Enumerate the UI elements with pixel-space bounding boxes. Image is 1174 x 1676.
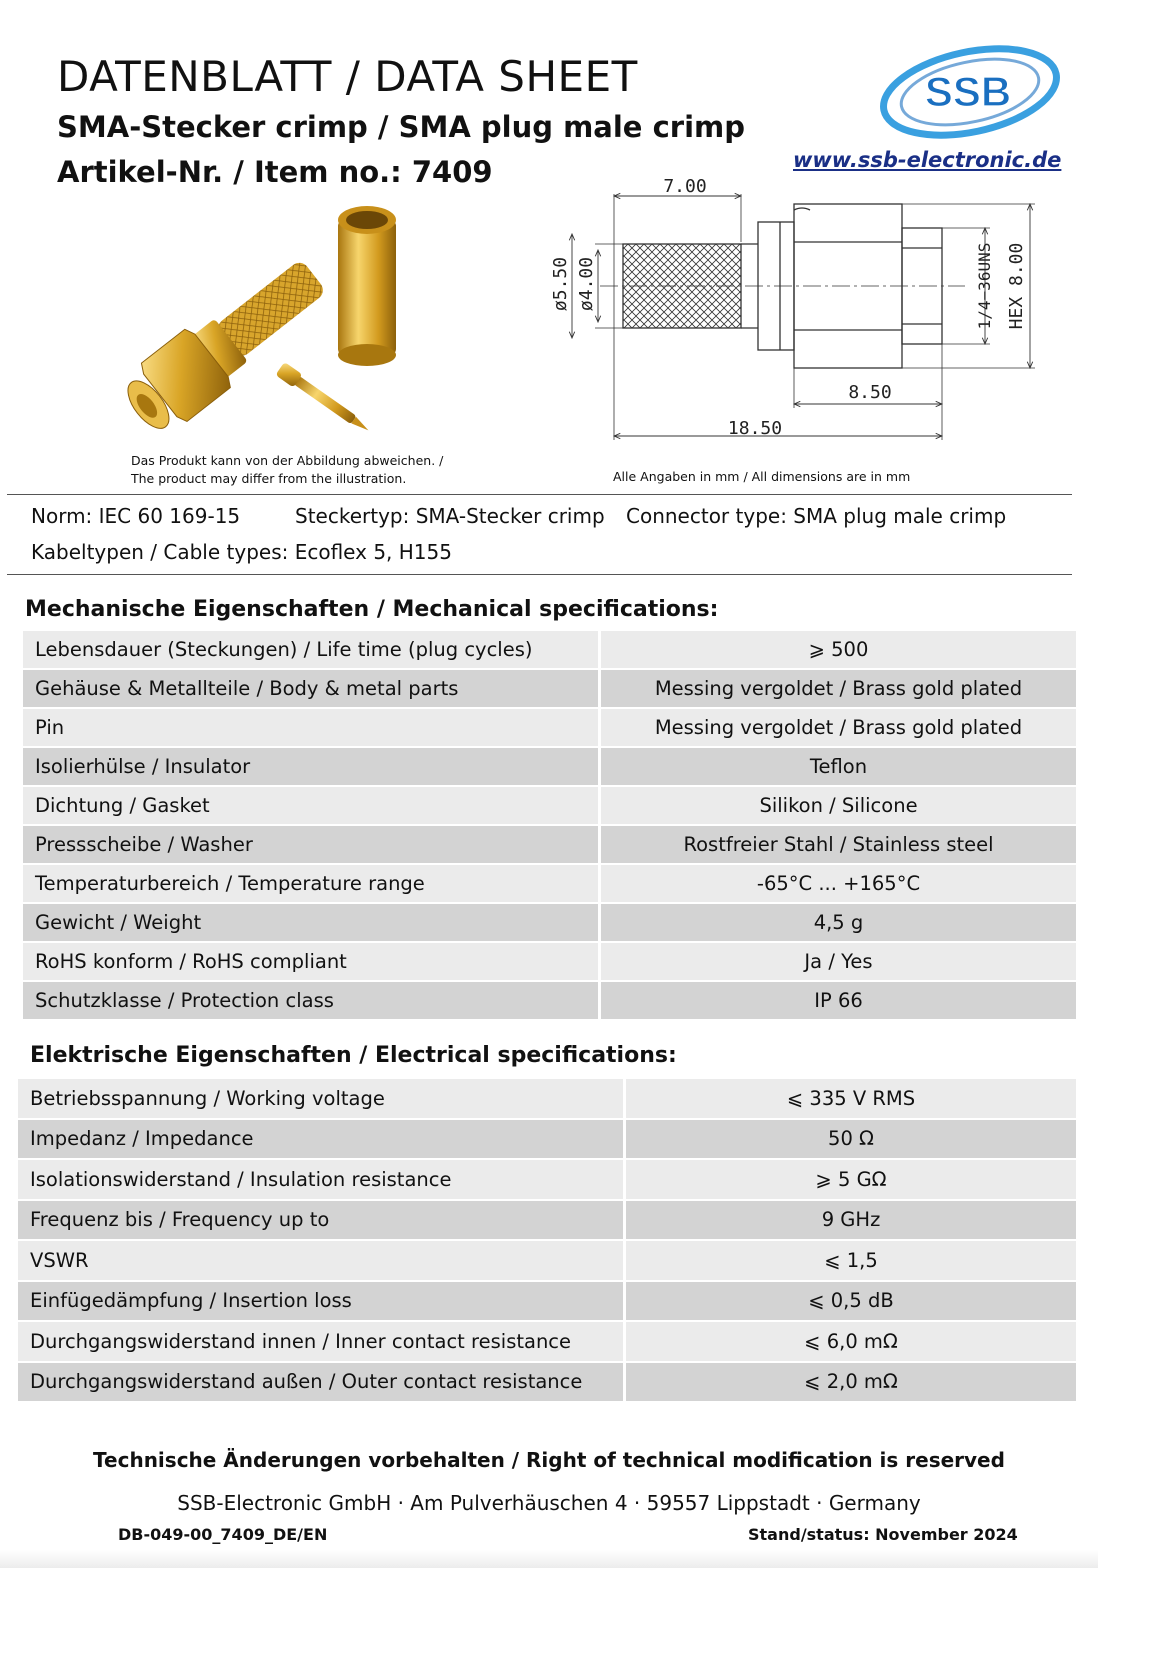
mechanical-spec-row bbox=[23, 943, 1076, 982]
electrical-spec-value: 9 GHz bbox=[623, 1201, 1076, 1242]
mechanical-spec-row bbox=[23, 904, 1076, 943]
mechanical-spec-label: Gehäuse & Metallteile / Body & metal parts bbox=[23, 670, 598, 709]
mechanical-spec-value: Ja / Yes bbox=[598, 943, 1076, 982]
electrical-spec-label: Frequenz bis / Frequency up to bbox=[18, 1201, 623, 1242]
ssb-logo bbox=[872, 40, 1062, 140]
mechanical-spec-value: Silikon / Silicone bbox=[598, 787, 1076, 826]
company-address: SSB-Electronic GmbH · Am Pulverhäuschen 4 · 59557 Lippstadt · Germany bbox=[177, 1491, 921, 1515]
dim-length-total: 18.50 bbox=[727, 418, 783, 439]
electrical-spec-label: Durchgangswiderstand innen / Inner contact resistance bbox=[18, 1322, 623, 1363]
mechanical-spec-label: Isolierhülse / Insulator bbox=[23, 748, 598, 787]
electrical-spec-row bbox=[18, 1363, 1076, 1404]
mechanical-spec-label: Temperaturbereich / Temperature range bbox=[23, 865, 598, 904]
electrical-spec-value: ⩽ 1,5 bbox=[623, 1241, 1076, 1282]
mechanical-spec-label: Lebensdauer (Steckungen) / Life time (plug cycles) bbox=[23, 631, 598, 670]
mechanical-spec-value: Teflon bbox=[598, 748, 1076, 787]
divider-top bbox=[7, 494, 1072, 495]
website-link[interactable]: www.ssb-electronic.de bbox=[793, 148, 1062, 172]
electrical-spec-value: 50 Ω bbox=[623, 1120, 1076, 1161]
mechanical-spec-label: Pressscheibe / Washer bbox=[23, 826, 598, 865]
electrical-spec-row bbox=[18, 1241, 1076, 1282]
mechanical-spec-value: Messing vergoldet / Brass gold plated bbox=[598, 709, 1076, 748]
mechanical-spec-value: IP 66 bbox=[598, 982, 1076, 1021]
mechanical-section-title: Mechanische Eigenschaften / Mechanical specifications: bbox=[25, 597, 719, 622]
electrical-spec-label: Einfügedämpfung / Insertion loss bbox=[18, 1282, 623, 1323]
electrical-spec-label: Durchgangswiderstand außen / Outer contact resistance bbox=[18, 1363, 623, 1404]
mechanical-spec-label: RoHS konform / RoHS compliant bbox=[23, 943, 598, 982]
mechanical-spec-row bbox=[23, 982, 1076, 1021]
modification-notice: Technische Änderungen vorbehalten / Right of technical modification is reserved bbox=[93, 1448, 1005, 1472]
electrical-spec-row bbox=[18, 1201, 1076, 1242]
item-number: Artikel-Nr. / Item no.: 7409 bbox=[57, 155, 493, 189]
electrical-spec-value: ⩽ 0,5 dB bbox=[623, 1282, 1076, 1323]
plug-type-de: Steckertyp: SMA-Stecker crimp bbox=[295, 504, 605, 528]
mechanical-spec-value: ⩾ 500 bbox=[598, 631, 1076, 670]
mechanical-spec-row bbox=[23, 631, 1076, 670]
electrical-spec-row bbox=[18, 1160, 1076, 1201]
dim-length-hex: 8.50 bbox=[848, 382, 892, 403]
mechanical-spec-table bbox=[23, 631, 1076, 1021]
dim-thread: 1/4−36UNS bbox=[975, 242, 994, 330]
mechanical-spec-value: Messing vergoldet / Brass gold plated bbox=[598, 670, 1076, 709]
mechanical-spec-row bbox=[23, 826, 1076, 865]
contact-pin bbox=[275, 362, 373, 437]
mechanical-spec-row bbox=[23, 865, 1076, 904]
image-disclaimer-line2: The product may differ from the illustration. bbox=[131, 471, 407, 486]
connector-body bbox=[115, 246, 337, 442]
mechanical-spec-label: Schutzklasse / Protection class bbox=[23, 982, 598, 1021]
electrical-spec-label: Isolationswiderstand / Insulation resistance bbox=[18, 1160, 623, 1201]
logo-text: SSB bbox=[924, 68, 1012, 115]
electrical-spec-label: Betriebsspannung / Working voltage bbox=[18, 1079, 623, 1120]
electrical-spec-row bbox=[18, 1282, 1076, 1323]
electrical-spec-value: ⩽ 6,0 mΩ bbox=[623, 1322, 1076, 1363]
divider-bottom bbox=[7, 574, 1072, 575]
connector-type-en: Connector type: SMA plug male crimp bbox=[626, 504, 1007, 528]
mechanical-spec-value: 4,5 g bbox=[598, 904, 1076, 943]
electrical-spec-row bbox=[18, 1079, 1076, 1120]
electrical-spec-value: ⩾ 5 GΩ bbox=[623, 1160, 1076, 1201]
crimp-sleeve bbox=[338, 206, 396, 366]
image-disclaimer-line1: Das Produkt kann von der Abbildung abweichen. / bbox=[131, 453, 444, 468]
product-name: SMA-Stecker crimp / SMA plug male crimp bbox=[57, 110, 745, 144]
product-photo bbox=[110, 200, 450, 450]
electrical-spec-row bbox=[18, 1120, 1076, 1161]
mechanical-spec-label: Dichtung / Gasket bbox=[23, 787, 598, 826]
dimension-note: Alle Angaben in mm / All dimensions are in mm bbox=[613, 469, 911, 484]
mechanical-spec-row bbox=[23, 709, 1076, 748]
mechanical-spec-value: Rostfreier Stahl / Stainless steel bbox=[598, 826, 1076, 865]
mechanical-spec-value: -65°C ... +165°C bbox=[598, 865, 1076, 904]
document-status: Stand/status: November 2024 bbox=[748, 1525, 1018, 1544]
dimension-drawing bbox=[540, 172, 1060, 447]
page-title: DATENBLATT / DATA SHEET bbox=[57, 52, 638, 101]
dim-hex: HEX 8.00 bbox=[1006, 242, 1027, 330]
electrical-section-title: Elektrische Eigenschaften / Electrical specifications: bbox=[30, 1043, 677, 1068]
dim-diameter-inner: ø4.00 bbox=[576, 256, 597, 312]
page-edge bbox=[0, 1550, 1098, 1568]
electrical-spec-value: ⩽ 335 V RMS bbox=[623, 1079, 1076, 1120]
electrical-spec-label: Impedanz / Impedance bbox=[18, 1120, 623, 1161]
dim-length-crimp: 7.00 bbox=[663, 176, 707, 197]
mechanical-spec-label: Pin bbox=[23, 709, 598, 748]
mechanical-spec-label: Gewicht / Weight bbox=[23, 904, 598, 943]
mechanical-spec-row bbox=[23, 748, 1076, 787]
dim-diameter-outer: ø5.50 bbox=[550, 256, 571, 312]
electrical-spec-row bbox=[18, 1322, 1076, 1363]
electrical-spec-label: VSWR bbox=[18, 1241, 623, 1282]
mechanical-spec-row bbox=[23, 787, 1076, 826]
mechanical-spec-row bbox=[23, 670, 1076, 709]
norm-info: Norm: IEC 60 169-15 bbox=[31, 504, 241, 528]
cable-types: Kabeltypen / Cable types: Ecoflex 5, H155 bbox=[31, 540, 452, 564]
document-id: DB-049-00_7409_DE/EN bbox=[118, 1525, 328, 1544]
image-disclaimer bbox=[131, 452, 443, 488]
electrical-spec-table bbox=[18, 1079, 1076, 1403]
electrical-spec-value: ⩽ 2,0 mΩ bbox=[623, 1363, 1076, 1404]
